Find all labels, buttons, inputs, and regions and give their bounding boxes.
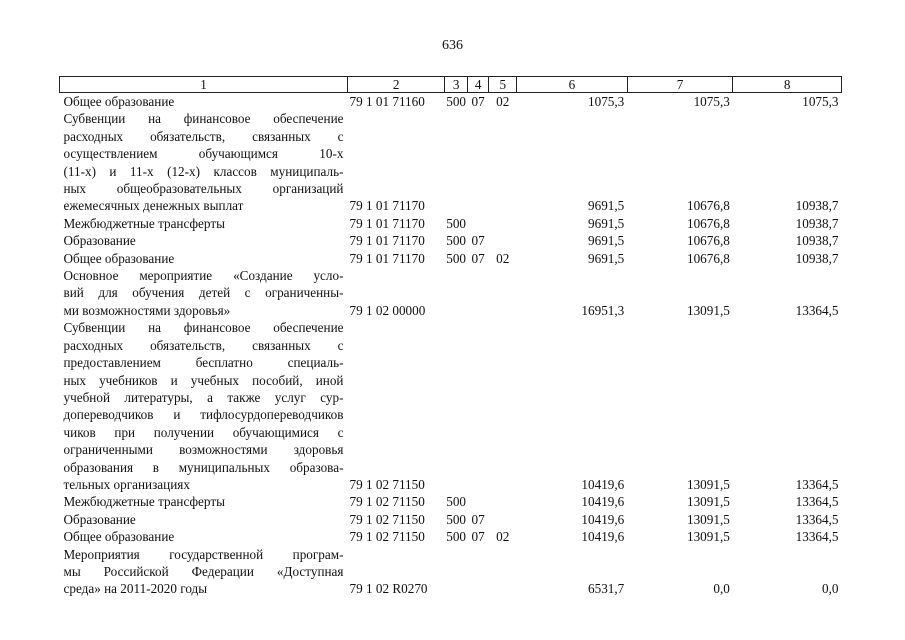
header-cell-1: 1 [60,77,348,93]
row-col3: 500 [446,233,466,249]
row-code: 79 1 01 71160 [349,94,425,109]
row-value-8: 13364,5 [795,529,839,545]
row-name-line: тельных организациях [63,476,190,492]
row-col5 [489,267,517,319]
row-name-line: Общее образование [63,94,175,109]
header-cell-7: 7 [627,77,733,93]
row-name [60,319,348,493]
row-name-line: Субвенции на финансовое обеспечение [63,320,344,336]
table-row [60,232,842,249]
table-row [60,528,842,545]
row-code: 79 1 01 71170 [349,198,425,214]
row-value-8: 10938,7 [795,233,839,249]
row-col4 [467,267,489,319]
row-name-line: ежемесячных денежных выплат [63,198,244,214]
row-name-line: Образование [63,233,136,249]
row-col3: 500 [446,94,466,109]
table-row [60,250,842,267]
row-name-line: среда» на 2011-2020 годы [63,581,208,597]
row-value-7: 10676,8 [686,233,730,249]
row-value-7: 0,0 [713,581,730,597]
row-value-8: 10938,7 [795,198,839,214]
row-name-line: допереводчиков и тифлосурдопереводчиков [63,407,344,423]
row-code: 79 1 02 71150 [349,494,425,510]
table-row [60,493,842,510]
row-value-6: 1075,3 [588,94,625,109]
row-value-8: 13364,5 [795,476,839,492]
budget-table [59,76,842,598]
row-name-line: чиков при получении обучающимися с [63,424,344,440]
row-name-line: мы Российской Федерации «Доступная [63,563,344,579]
row-value-7: 1075,3 [693,94,730,109]
page-number: 636 [442,38,463,53]
row-value-8: 10938,7 [795,215,839,231]
row-name-line: Межбюджетные трансферты [63,494,225,510]
row-col4 [467,110,489,214]
row-name [60,493,348,510]
row-value-8: 13364,5 [795,511,839,527]
row-col3 [445,110,468,214]
row-code: 79 1 01 71170 [349,233,425,249]
row-name-line: вий для обучения детей с ограниченны- [63,285,344,301]
row-col3: 500 [446,215,466,231]
row-name-line: Общее образование [63,529,175,545]
row-name-line: Мероприятия государственной програм- [63,546,344,562]
row-col4: 07 [471,94,485,109]
row-value-6: 16951,3 [581,302,625,318]
row-value-6: 9691,5 [588,198,625,214]
row-name-line: (11-х) и 11-х (12-х) классов муниципаль- [63,163,344,179]
row-code: 79 1 02 71150 [349,511,425,527]
row-name [60,93,348,111]
row-col4: 07 [471,529,485,545]
row-name-line: ных учебников и учебных пособий, иной [63,372,344,388]
row-name-line: Межбюджетные трансферты [63,215,225,231]
table-row [60,110,842,214]
row-name-line: ограниченными возможностями здоровья [63,442,344,458]
row-col5 [489,215,517,232]
row-name-line: учебной литературы, а также услуг сур- [63,389,344,405]
row-col5 [489,546,517,598]
row-col5 [489,319,517,493]
row-code: 79 1 02 R0270 [349,581,428,597]
row-name-line: ми возможностями здоровья» [63,302,231,318]
row-col3: 500 [446,494,466,510]
row-col4 [467,215,489,232]
row-name-line: образования в муниципальных образова- [63,459,344,475]
row-col3 [445,267,468,319]
row-name [60,215,348,232]
header-cell-8: 8 [733,77,842,93]
table-row [60,319,842,493]
row-name [60,232,348,249]
row-col5 [489,232,517,249]
row-code: 79 1 01 71170 [349,215,425,231]
row-value-7: 10676,8 [686,198,730,214]
row-name-line: ных общеобразовательных организаций [63,181,344,197]
row-value-6: 10419,6 [581,494,625,510]
row-value-6: 10419,6 [581,511,625,527]
row-col4 [467,319,489,493]
header-cell-4: 4 [467,77,489,93]
row-value-7: 10676,8 [686,215,730,231]
row-col5 [489,110,517,214]
row-code: 79 1 02 71150 [349,529,425,545]
row-col3: 500 [446,250,466,266]
table-row [60,546,842,598]
row-col3 [445,319,468,493]
row-value-7: 13091,5 [686,529,730,545]
header-row [60,77,842,93]
row-col4: 07 [471,511,485,527]
row-col4 [467,546,489,598]
row-name [60,528,348,545]
row-value-6: 10419,6 [581,529,625,545]
row-col3: 500 [446,511,466,527]
row-name-line: Общее образование [63,250,175,266]
header-cell-5: 5 [489,77,517,93]
row-value-6: 9691,5 [588,250,625,266]
row-name [60,267,348,319]
row-col5 [489,493,517,510]
row-value-8: 13364,5 [795,302,839,318]
row-value-8: 13364,5 [795,494,839,510]
row-name-line: Субвенции на финансовое обеспечение [63,111,344,127]
row-col5: 02 [496,529,510,545]
row-name [60,250,348,267]
row-name-line: предоставлением бесплатно специаль- [63,355,344,371]
header-cell-6: 6 [517,77,628,93]
row-value-6: 10419,6 [581,476,625,492]
row-name-line: расходных обязательств, связанных с [63,128,344,144]
row-col4: 07 [471,233,485,249]
row-col5: 02 [496,94,510,109]
row-name-line: Образование [63,511,136,527]
row-col4 [467,493,489,510]
row-name-line: Основное мероприятие «Создание усло- [63,268,344,284]
table-row [60,93,842,111]
table-row [60,511,842,528]
row-name-line: осуществлением обучающимся 10-х [63,146,344,162]
header-cell-2: 2 [347,77,444,93]
row-value-6: 9691,5 [588,233,625,249]
row-col5: 02 [496,250,510,266]
row-code: 79 1 01 71170 [349,250,425,266]
row-value-8: 1075,3 [802,94,839,109]
table-body [60,93,842,598]
row-col5 [489,511,517,528]
row-value-7: 13091,5 [686,302,730,318]
row-value-6: 9691,5 [588,215,625,231]
row-value-7: 10676,8 [686,250,730,266]
row-name [60,546,348,598]
row-name [60,110,348,214]
row-value-8: 0,0 [822,581,839,597]
row-col3: 500 [446,529,466,545]
row-code: 79 1 02 71150 [349,476,425,492]
row-value-7: 13091,5 [686,476,730,492]
header-cell-3: 3 [445,77,468,93]
row-value-7: 13091,5 [686,511,730,527]
row-col4: 07 [471,250,485,266]
row-value-7: 13091,5 [686,494,730,510]
row-name-line: расходных обязательств, связанных с [63,337,344,353]
row-col3 [445,546,468,598]
row-value-8: 10938,7 [795,250,839,266]
table-row [60,267,842,319]
row-code: 79 1 02 00000 [349,302,426,318]
row-name [60,511,348,528]
row-value-6: 6531,7 [588,581,625,597]
table-row [60,215,842,232]
